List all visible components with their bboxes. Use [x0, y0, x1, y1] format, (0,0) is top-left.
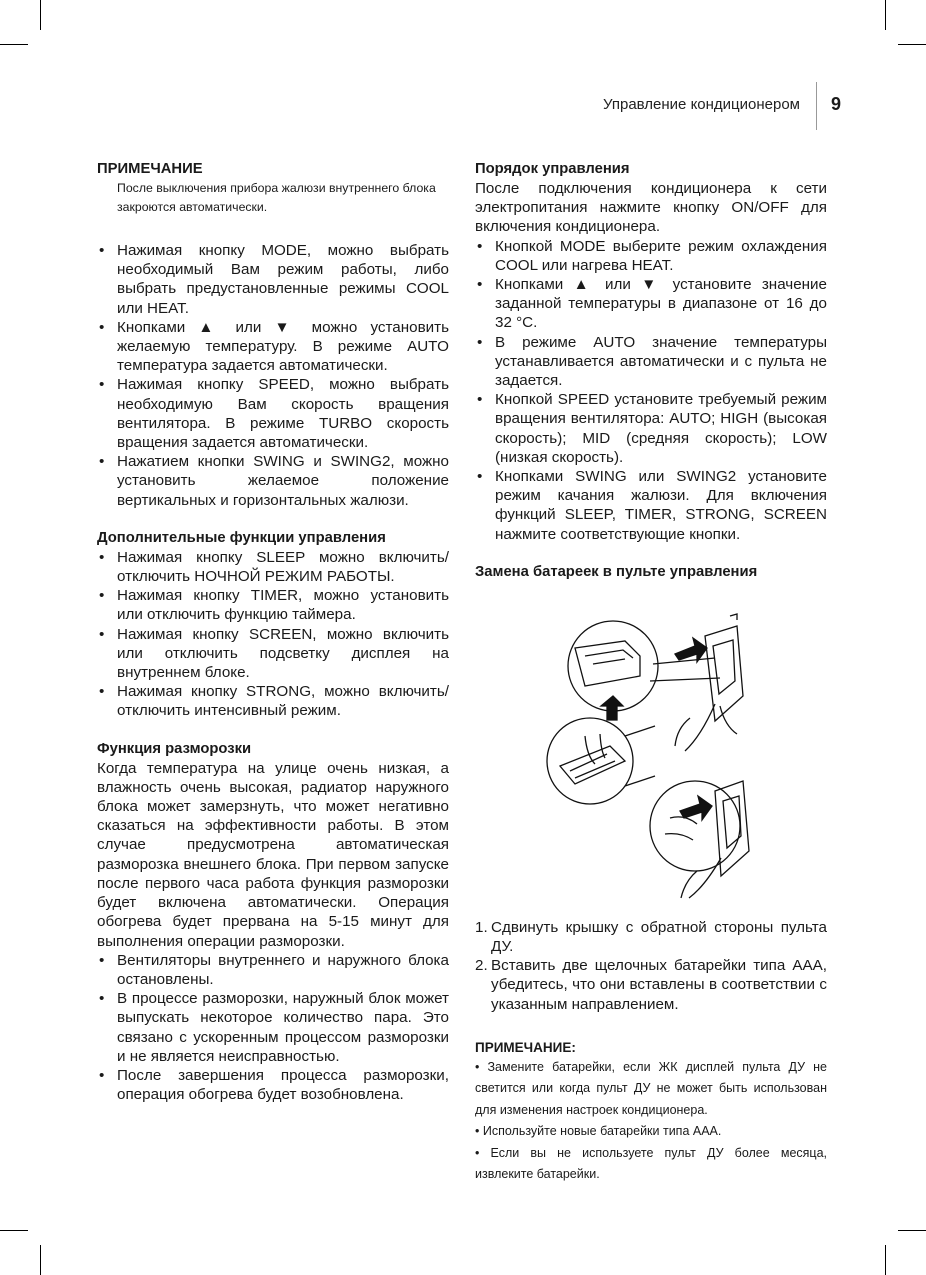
- list-item: • Кнопками SWING или SWING2 установите режим качания жалюзи. Для включения функций SLEEP, TIMER, STRONG, SCREEN нажмите соответствующие кнопки.: [475, 467, 827, 544]
- order-paragraph: После подключения кондиционера к сети электропитания нажмите кнопку ON/OFF для включения кондиционера.: [475, 180, 827, 236]
- crop-mark: [40, 1245, 41, 1275]
- list-item: • Нажимая кнопку SPEED, можно выбрать необходимую Вам скорость вращения вентилятора. В режиме TURBO скорость вращения задается автоматически.: [97, 375, 449, 452]
- right-column: [475, 160, 827, 1186]
- section-heading-order: Порядок управления: [475, 161, 630, 177]
- list-item: • В процессе разморозки, наружный блок может выпускать некоторое количество пара. Это связано с ускоренным процессом разморозки и не является неисправностью.: [97, 989, 449, 1066]
- crop-mark: [0, 44, 28, 45]
- note-item: • Если вы не используете пульт ДУ более месяца, извлеките батарейки.: [475, 1145, 827, 1182]
- section-heading-defrost: Функция разморозки: [97, 740, 252, 757]
- section-heading-extra: Дополнительные функции управления: [97, 529, 386, 546]
- list-item: • Нажимая кнопку SLEEP можно включить/отключить НОЧНОЙ РЕЖИМ РАБОТЫ.: [97, 548, 449, 586]
- list-item: • Кнопками ▲ или ▼ установите значение заданной температуры в диапазоне от 16 до 32 °C.: [475, 275, 827, 333]
- step-text: Сдвинуть крышку с обратной стороны пульта ДУ.: [491, 918, 827, 956]
- remote-battery-drawing: [475, 586, 827, 906]
- crop-mark: [0, 1230, 28, 1231]
- extra-bullet-list: [97, 548, 449, 721]
- header-divider: [816, 82, 817, 130]
- left-column: [97, 160, 449, 1104]
- page-number: 9: [830, 94, 841, 114]
- defrost-bullet-list: [97, 951, 449, 1105]
- crop-mark: [898, 44, 926, 45]
- list-item: • В режиме AUTO значение температуры устанавливается автоматически и с пульта не задается.: [475, 333, 827, 391]
- zoom-circle: [547, 718, 633, 804]
- step-text: Вставить две щелочных батарейки типа AAA, убедитесь, что они вставлены в соответствии с указанным направлением.: [491, 957, 827, 1013]
- section-heading-battery: Замена батареек в пульте управления: [475, 563, 758, 580]
- crop-mark: [898, 1230, 926, 1231]
- list-item: • Нажимая кнопку SCREEN, можно включить или отключить подсветку дисплея на внутреннем блоке.: [97, 625, 449, 683]
- crop-mark: [885, 1245, 886, 1275]
- list-item: • Кнопкой SPEED установите требуемый режим вращения вентилятора: AUTO; HIGH (высокая скорость); MID (средняя скорость); LOW (низкая скорость).: [475, 390, 827, 467]
- list-item: • Кнопками ▲ или ▼ можно установить желаемую температуру. В режиме AUTO температура задается автоматически.: [97, 318, 449, 376]
- battery-replacement-illustration: [475, 586, 827, 906]
- step-number: 2.: [475, 957, 488, 975]
- list-item: • Нажатием кнопки SWING и SWING2, можно установить желаемое положение вертикальных и горизонтальных жалюзи.: [97, 452, 449, 510]
- note-heading: ПРИМЕЧАНИЕ:: [475, 1039, 576, 1055]
- zoom-circle: [650, 781, 740, 871]
- step-number: 1.: [475, 918, 488, 936]
- step-item: [475, 956, 827, 1014]
- list-item: • Вентиляторы внутреннего и наружного блока остановлены.: [97, 951, 449, 989]
- crop-mark: [40, 0, 41, 30]
- step-item: [475, 918, 827, 956]
- battery-steps-list: [475, 918, 827, 1014]
- list-item: • Кнопкой MODE выберите режим охлаждения COOL или нагрева HEAT.: [475, 237, 827, 275]
- list-item: • Нажимая кнопку STRONG, можно включить/отключить интенсивный режим.: [97, 682, 449, 720]
- mode-bullet-list: [97, 241, 449, 510]
- running-header: Управление кондиционером: [603, 96, 800, 113]
- list-item: • Нажимая кнопку MODE, можно выбрать необходимый Вам режим работы, либо выбрать предустановленные режимы COOL или HEAT.: [97, 241, 449, 318]
- list-item: • После завершения процесса разморозки, операция обогрева будет возобновлена.: [97, 1066, 449, 1104]
- defrost-paragraph: Когда температура на улице очень низкая, а влажность очень высокая, радиатор наружного блока может замерзнуть, что может негативно сказаться на эффективности работы. В этом случае предусмотрена автоматическая разморозка внешнего блока. При первом запуске после первого часа работа функция разморозки будет включена автоматически. Операция обогрева будет прервана на 5-15 минут для выполнения операции разморозки.: [97, 759, 449, 950]
- list-item: • Нажимая кнопку TIMER, можно установить или отключить функцию таймера.: [97, 586, 449, 624]
- note-item: • Используйте новые батарейки типа AAA.: [475, 1124, 722, 1139]
- crop-mark: [885, 0, 886, 30]
- note-item: • Замените батарейки, если ЖК дисплей пульта ДУ не светится или когда пульт ДУ не может быть использован для изменения настроек кондиционера.: [475, 1059, 827, 1117]
- order-bullet-list: [475, 237, 827, 544]
- note-heading: ПРИМЕЧАНИЕ: [97, 161, 203, 177]
- battery-note-list: [475, 1057, 827, 1186]
- note-text: После выключения прибора жалюзи внутреннего блока закроются автоматически.: [117, 181, 436, 214]
